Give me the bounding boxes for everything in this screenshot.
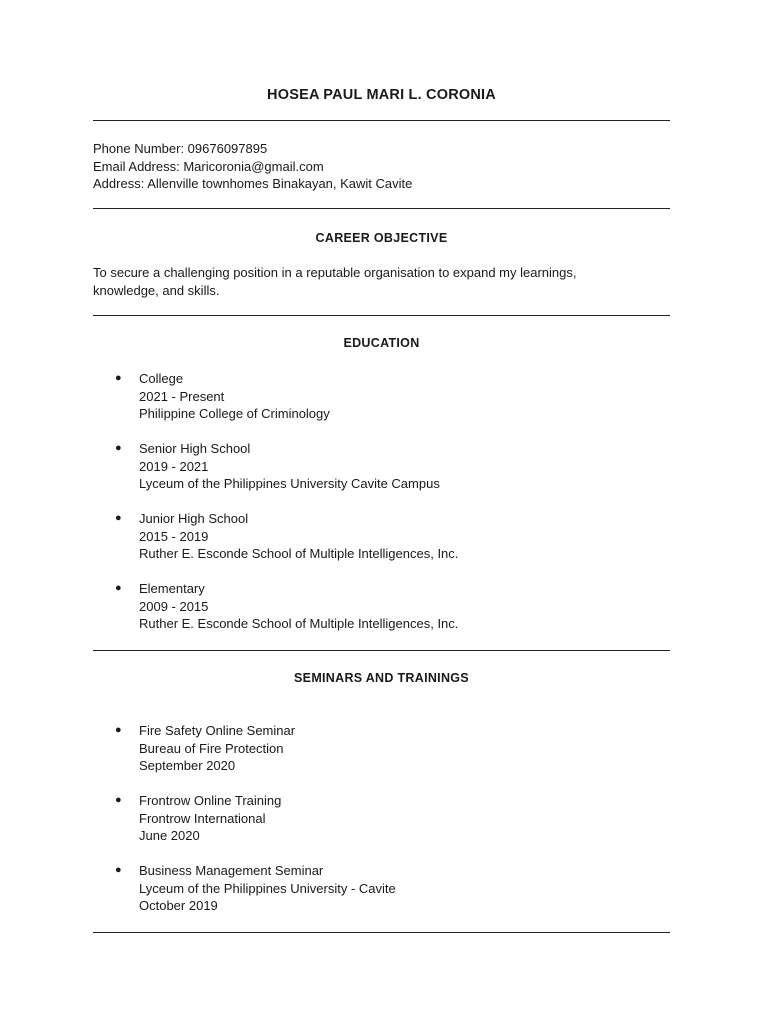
divider xyxy=(93,315,670,316)
bullet-icon: ● xyxy=(115,864,122,876)
seminar-title: Frontrow Online Training xyxy=(139,793,282,808)
education-level: Junior High School xyxy=(139,511,249,526)
seminar-organizer: Lyceum of the Philippines University - Cavite xyxy=(139,880,396,896)
education-years: 2021 - Present xyxy=(139,388,225,404)
divider xyxy=(93,932,670,933)
education-school: Lyceum of the Philippines University Cavite Campus xyxy=(139,476,440,491)
email-address: Email Address: Maricoronia@gmail.com xyxy=(93,158,324,174)
seminar-organizer: Frontrow International xyxy=(139,810,266,826)
home-address: Address: Allenville townhomes Binakayan, Kawit Cavite xyxy=(93,176,413,191)
education-item xyxy=(93,510,670,563)
education-years: 2015 - 2019 xyxy=(139,528,209,544)
seminar-item xyxy=(93,862,670,915)
education-item xyxy=(93,440,670,493)
seminar-organizer: Bureau of Fire Protection xyxy=(139,740,284,756)
seminar-item xyxy=(93,792,670,845)
career-objective-text: To secure a challenging position in a reputable organisation to expand my learnings, knowledge, and skills. xyxy=(93,265,577,298)
career-objective-heading: CAREER OBJECTIVE xyxy=(315,231,448,245)
seminar-title: Fire Safety Online Seminar xyxy=(139,723,296,738)
education-school: Ruther E. Esconde School of Multiple Intelligences, Inc. xyxy=(139,546,459,561)
bullet-icon: ● xyxy=(115,372,122,384)
education-heading: EDUCATION xyxy=(343,336,420,350)
education-school: Ruther E. Esconde School of Multiple Intelligences, Inc. xyxy=(139,616,459,631)
education-years: 2009 - 2015 xyxy=(139,598,209,614)
education-level: Elementary xyxy=(139,581,205,596)
bullet-icon: ● xyxy=(115,794,122,806)
seminar-item xyxy=(93,722,670,775)
seminars-list xyxy=(93,722,670,932)
contact-info xyxy=(93,140,670,193)
education-school: Philippine College of Criminology xyxy=(139,406,330,421)
phone-number: Phone Number: 09676097895 xyxy=(93,141,268,156)
bullet-icon: ● xyxy=(115,582,122,594)
bullet-icon: ● xyxy=(115,724,122,736)
education-list xyxy=(93,370,670,650)
seminar-date: September 2020 xyxy=(139,758,236,773)
education-years: 2019 - 2021 xyxy=(139,458,209,474)
resume-name: HOSEA PAUL MARI L. CORONIA xyxy=(267,87,496,103)
divider xyxy=(93,120,670,121)
bullet-icon: ● xyxy=(115,442,122,454)
seminar-title: Business Management Seminar xyxy=(139,863,324,878)
seminar-date: June 2020 xyxy=(139,828,200,843)
divider xyxy=(93,208,670,209)
education-level: College xyxy=(139,371,184,386)
education-level: Senior High School xyxy=(139,441,251,456)
education-item xyxy=(93,370,670,423)
divider xyxy=(93,650,670,651)
bullet-icon: ● xyxy=(115,512,122,524)
seminar-date: October 2019 xyxy=(139,898,218,913)
education-item xyxy=(93,580,670,633)
seminars-heading: SEMINARS AND TRAININGS xyxy=(294,671,469,685)
